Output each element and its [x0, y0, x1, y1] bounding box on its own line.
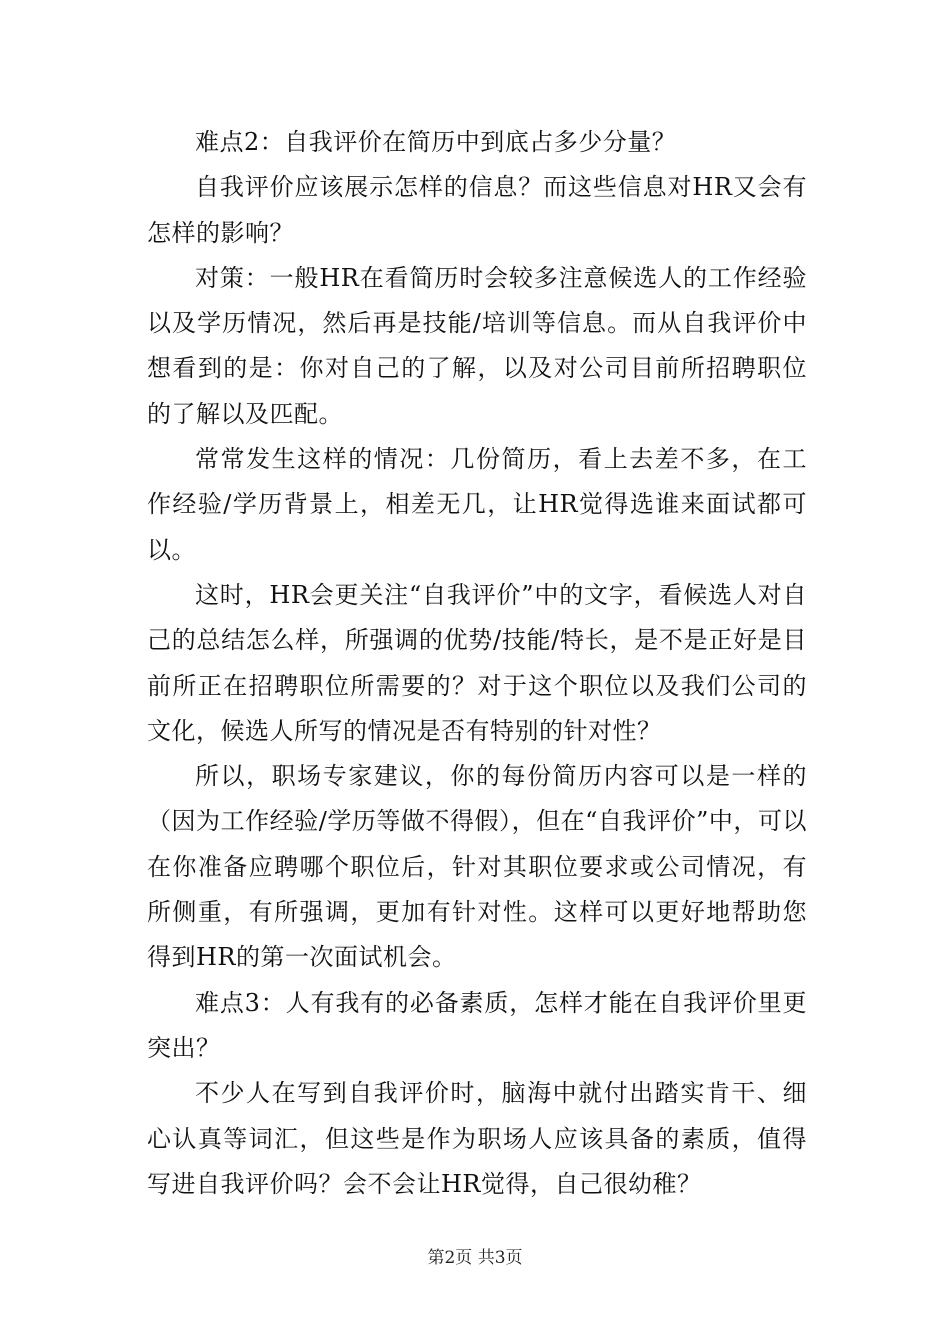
paragraph-difficulty-3-heading: 难点3：人有我有的必备素质，怎样才能在自我评价里更突出？ [147, 988, 807, 1062]
page-number-footer: 第2页 共3页 [427, 1248, 523, 1268]
paragraph-strategy: 对策：一般HR在看简历时会较多注意候选人的工作经验以及学历情况，然后再是技能/培训等信息。而从自我评价中想看到的是：你对自己的了解，以及对公司目前所招聘职位的了解以及匹配。 [147, 263, 807, 428]
document-body [147, 120, 807, 1207]
paragraph-common-qualities: 不少人在写到自我评价时，脑海中就付出踏实肯干、细心认真等词汇，但这些是作为职场人应该具备的素质，值得写进自我评价吗？会不会让HR觉得，自己很幼稚？ [147, 1079, 807, 1198]
paragraph-hr-focus: 这时，HR会更关注“自我评价”中的文字，看候选人对自己的总结怎么样，所强调的优势/技能/特长，是不是正好是目前所正在招聘职位所需要的？对于这个职位以及我们公司的文化，候选人所写的情况是否有特别的针对性？ [147, 580, 807, 745]
paragraph-difficulty-2-heading: 难点2：自我评价在简历中到底占多少分量？ [195, 128, 677, 156]
paragraph-expert-advice: 所以，职场专家建议，你的每份简历内容可以是一样的（因为工作经验/学历等做不得假），但在“自我评价”中，可以在你准备应聘哪个职位后，针对其职位要求或公司情况，有所侧重，有所强调，更加有针对性。这样可以更好地帮助您得到HR的第一次面试机会。 [147, 762, 807, 972]
paragraph-situation: 常常发生这样的情况：几份简历，看上去差不多，在工作经验/学历背景上，相差无几，让HR觉得选谁来面试都可以。 [147, 445, 807, 564]
paragraph-question: 自我评价应该展示怎样的信息？而这些信息对HR又会有怎样的影响？ [147, 173, 807, 247]
